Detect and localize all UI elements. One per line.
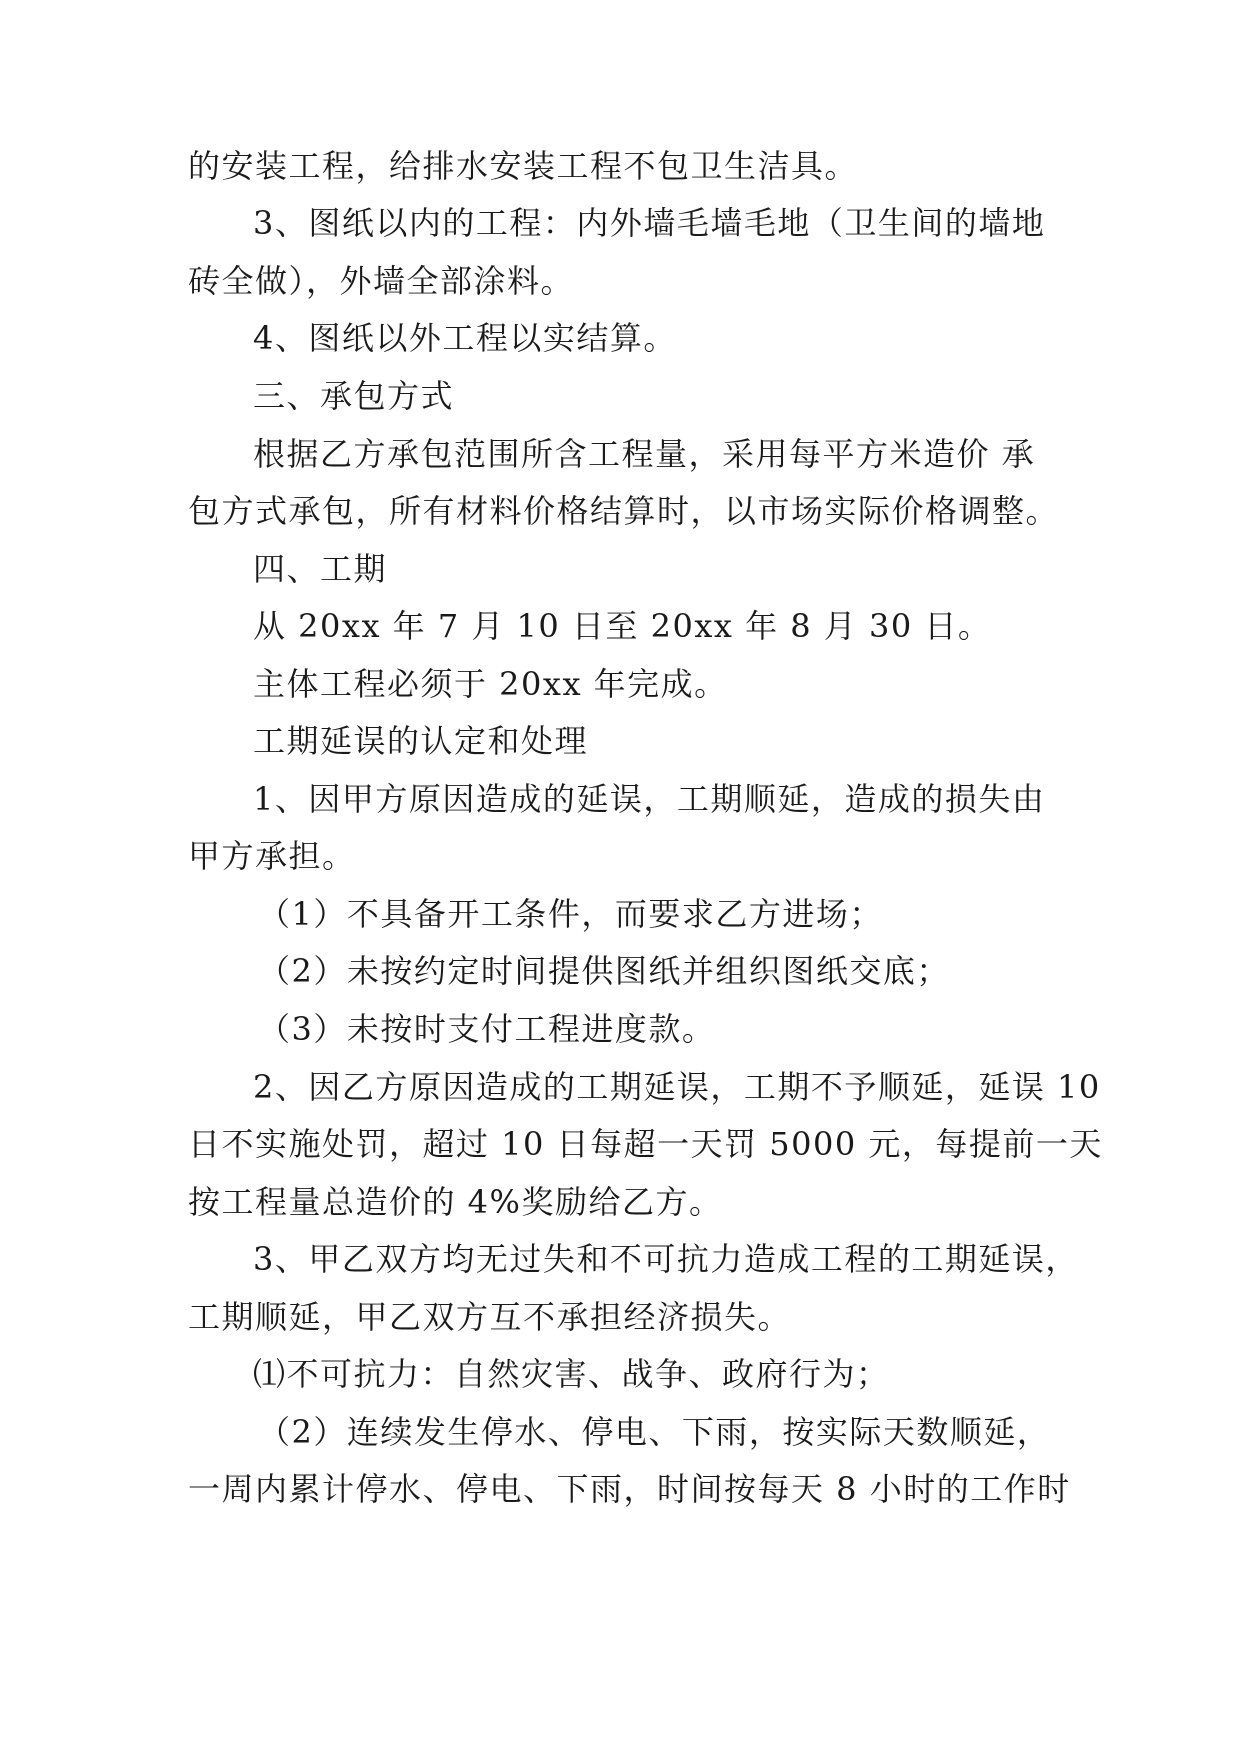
text-line: 包方式承包，所有材料价格结算时，以市场实际价格调整。	[188, 492, 1060, 530]
list-item: （2）未按约定时间提供图纸并组织图纸交底；	[258, 952, 950, 990]
text-line: 4、图纸以外工程以实结算。	[253, 319, 677, 357]
subheading: 工期延误的认定和处理	[253, 722, 589, 760]
section-heading: 三、承包方式	[253, 377, 455, 415]
text-line: 的安装工程，给排水安装工程不包卫生洁具。	[188, 147, 859, 185]
section-heading: 四、工期	[253, 550, 388, 588]
list-item: ⑴不可抗力：自然灾害、战争、政府行为；	[253, 1355, 890, 1393]
text-line: 一周内累计停水、停电、下雨，时间按每天 8 小时的工作时	[188, 1470, 1071, 1508]
text-line: 主体工程必须于 20xx 年完成。	[253, 665, 728, 703]
text-line: 日不实施处罚，超过 10 日每超一天罚 5000 元，每提前一天	[188, 1125, 1103, 1163]
text-line: 1、因甲方原因造成的延误，工期顺延，造成的损失由	[253, 780, 1046, 818]
text-line: 从 20xx 年 7 月 10 日至 20xx 年 8 月 30 日。	[253, 607, 992, 645]
text-line: 3、甲乙双方均无过失和不可抗力造成工程的工期延误，	[253, 1240, 1079, 1278]
text-line: 3、图纸以内的工程：内外墙毛墙毛地（卫生间的墙地	[253, 204, 1046, 242]
text-line: 2、因乙方原因造成的工期延误，工期不予顺延，延误 10	[253, 1068, 1101, 1106]
list-item: （1）不具备开工条件，而要求乙方进场；	[258, 895, 883, 933]
text-line: 甲方承担。	[188, 837, 356, 875]
list-item: （2）连续发生停水、停电、下雨，按实际天数顺延，	[258, 1413, 1051, 1451]
text-line: 工期顺延，甲乙双方互不承担经济损失。	[188, 1298, 792, 1336]
list-item: （3）未按时支付工程进度款。	[258, 1010, 716, 1048]
text-line: 砖全做），外墙全部涂料。	[188, 262, 575, 300]
text-line: 按工程量总造价的 4%奖励给乙方。	[188, 1183, 723, 1221]
text-line: 根据乙方承包范围所含工程量，采用每平方米造价 承	[253, 435, 1036, 473]
